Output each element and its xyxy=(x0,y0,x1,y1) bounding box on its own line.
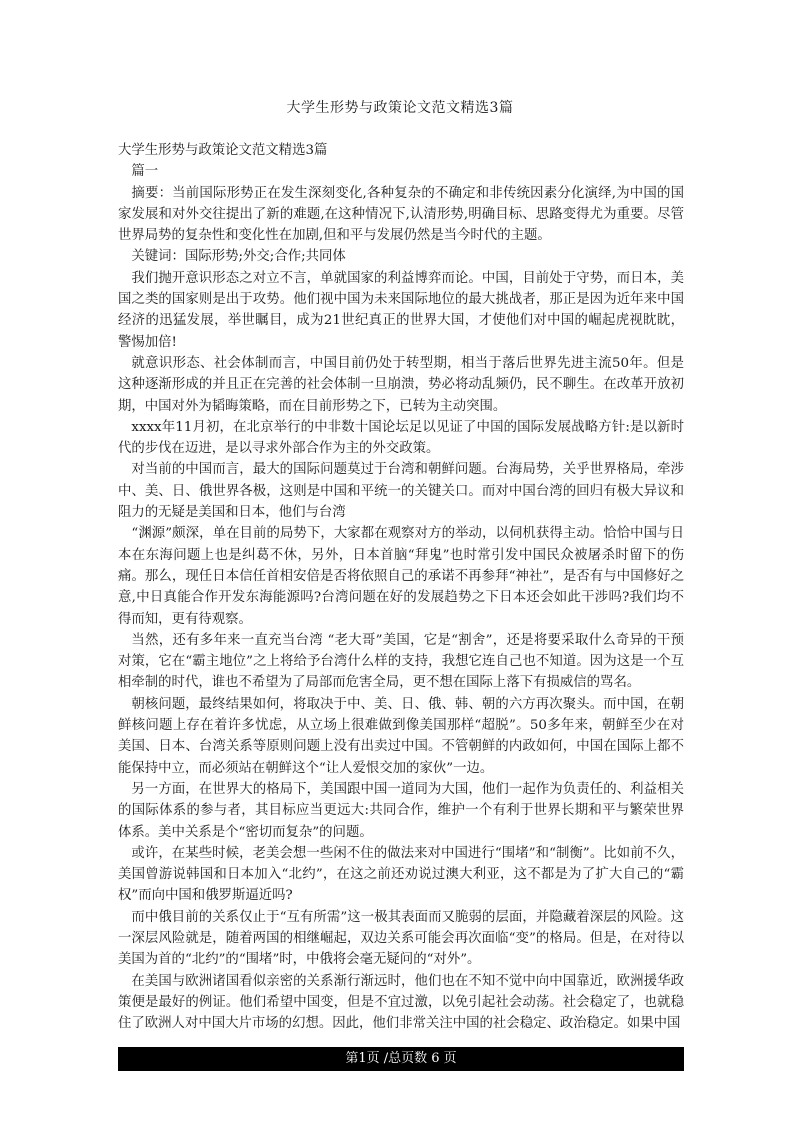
paragraph: 而中俄目前的关系仅止于“互有所需”这一极其表面而又脆弱的层面，并隐藏着深层的风险。这一深层风险就是，随着两国的相继崛起，双边关系可能会再次面临“变”的格局。但是，在对待以美国为首的“北约”的“围堵”时，中俄将会毫无疑问的“对外”。 xyxy=(118,909,684,968)
paragraph: 朝核问题，最终结果如何，将取决于中、美、日、俄、韩、朝的六方再次聚头。而中国，在朝鲜核问题上存在着许多忧虑，从立场上很难做到像美国那样“超脱”。50多年来，朝鲜至少在对美国、日本、台湾关系等原则问题上没有出卖过中国。不管朝鲜的内政如何，中国在国际上都不能保持中立，而必须站在朝鲜这个“让人爱恨交加的家伙”一边。 xyxy=(118,696,684,776)
paragraph: 当然，还有多年来一直充当台湾 “老大哥”美国，它是“割舍”，还是将要采取什么奇异的干预对策，它在“霸主地位”之上将给予台湾什么样的支持，我想它连自己也不知道。因为这是一个互相牵制的时代，谁也不希望为了局部而危害全局，更不想在国际上落下有损威信的骂名。 xyxy=(118,632,684,691)
paragraph: 就意识形态、社会体制而言，中国目前仍处于转型期，相当于落后世界先进主流50年。但是这种逐渐形成的并且正在完善的社会体制一旦崩溃，势必将动乱频仍，民不聊生。在改革开放初期，中国对外为韬晦策略，而在目前形势之下，已转为主动突围。 xyxy=(118,355,684,414)
paragraph-abstract: 摘要：当前国际形势正在发生深刻变化,各种复杂的不确定和非传统因素分化演绎,为中国的国家发展和对外交往提出了新的难题,在这种情况下,认清形势,明确目标、思路变得尤为重要。尽管世界局势的复杂性和变化性在加剧,但和平与发展仍然是当今时代的主题。 xyxy=(118,185,684,244)
paragraph: xxxx年11月初，在北京举行的中非数十国论坛足以见证了中国的国际发展战略方针:是以新时代的步伐在迈进，是以寻求外部合作为主的外交政策。 xyxy=(118,419,684,457)
paragraph: 或许，在某些时候，老美会想一些闲不住的做法来对中国进行“围堵”和“制衡”。比如前不久，美国曾游说韩国和日本加入“北约”，在这之前还劝说过澳大利亚，这不都是为了扩大自己的“霸权”而向中国和俄罗斯逼近吗? xyxy=(118,845,684,904)
page-footer: 第1页 /总页数 6 页 xyxy=(118,1047,684,1071)
paragraph: 另一方面，在世界大的格局下，美国跟中国一道同为大国，他们一起作为负责任的、利益相关的国际体系的参与者，其目标应当更远大:共同合作，维护一个有利于世界长期和平与繁荣世界体系。美中关系是个“密切而复杂”的问题。 xyxy=(118,781,684,840)
paragraph: 在美国与欧洲诸国看似亲密的关系渐行渐远时，他们也在不知不觉中向中国靠近，欧洲援华政策便是最好的例证。他们希望中国变，但是不宜过激，以免引起社会动荡。社会稳定了，也就稳住了欧洲人对中国大片市场的幻想。因此，他们非常关注中国的社会稳定、政治稳定。如果中国 xyxy=(118,973,684,1032)
section-label: 篇一 xyxy=(131,164,159,180)
document-body xyxy=(118,140,684,1034)
document-title: 大学生形势与政策论文范文精选3篇 xyxy=(118,143,328,158)
paragraph-keywords: 关键词：国际形势;外交;合作;共同体 xyxy=(131,249,346,265)
paragraph: “渊源”颇深，单在目前的局势下，大家都在观察对方的举动，以伺机获得主动。恰恰中国与日本在东海问题上也是纠葛不休，另外，日本首脑“拜鬼”也时常引发中国民众被屠杀时留下的伤痛。那么，现任日本信任首相安倍是否将依照自己的承诺不再参拜“神社”，是否有与中国修好之意,中日真能合作开发东海能源吗?台湾问题在好的发展趋势之下日本还会如此干涉吗?我们均不得而知，更有待观察。 xyxy=(118,526,684,627)
page-header-title: 大学生形势与政策论文范文精选3篇 xyxy=(286,100,514,116)
paragraph: 对当前的中国而言，最大的国际问题莫过于台湾和朝鲜问题。台海局势，关乎世界格局，牵涉中、美、日、俄世界各极，这则是中国和平统一的关键关口。而对中国台湾的回归有极大异议和阻力的无疑是美国和日本，他们与台湾 xyxy=(118,462,684,521)
paragraph: 我们抛开意识形态之对立不言，单就国家的利益博弈而论。中国，目前处于守势，而日本，美国之类的国家则是出于攻势。他们视中国为未来国际地位的最大挑战者，那正是因为近年来中国经济的迅猛发展，举世瞩目，成为21世纪真正的世界大国，才使他们对中国的崛起虎视眈眈，警惕加倍! xyxy=(118,270,684,350)
